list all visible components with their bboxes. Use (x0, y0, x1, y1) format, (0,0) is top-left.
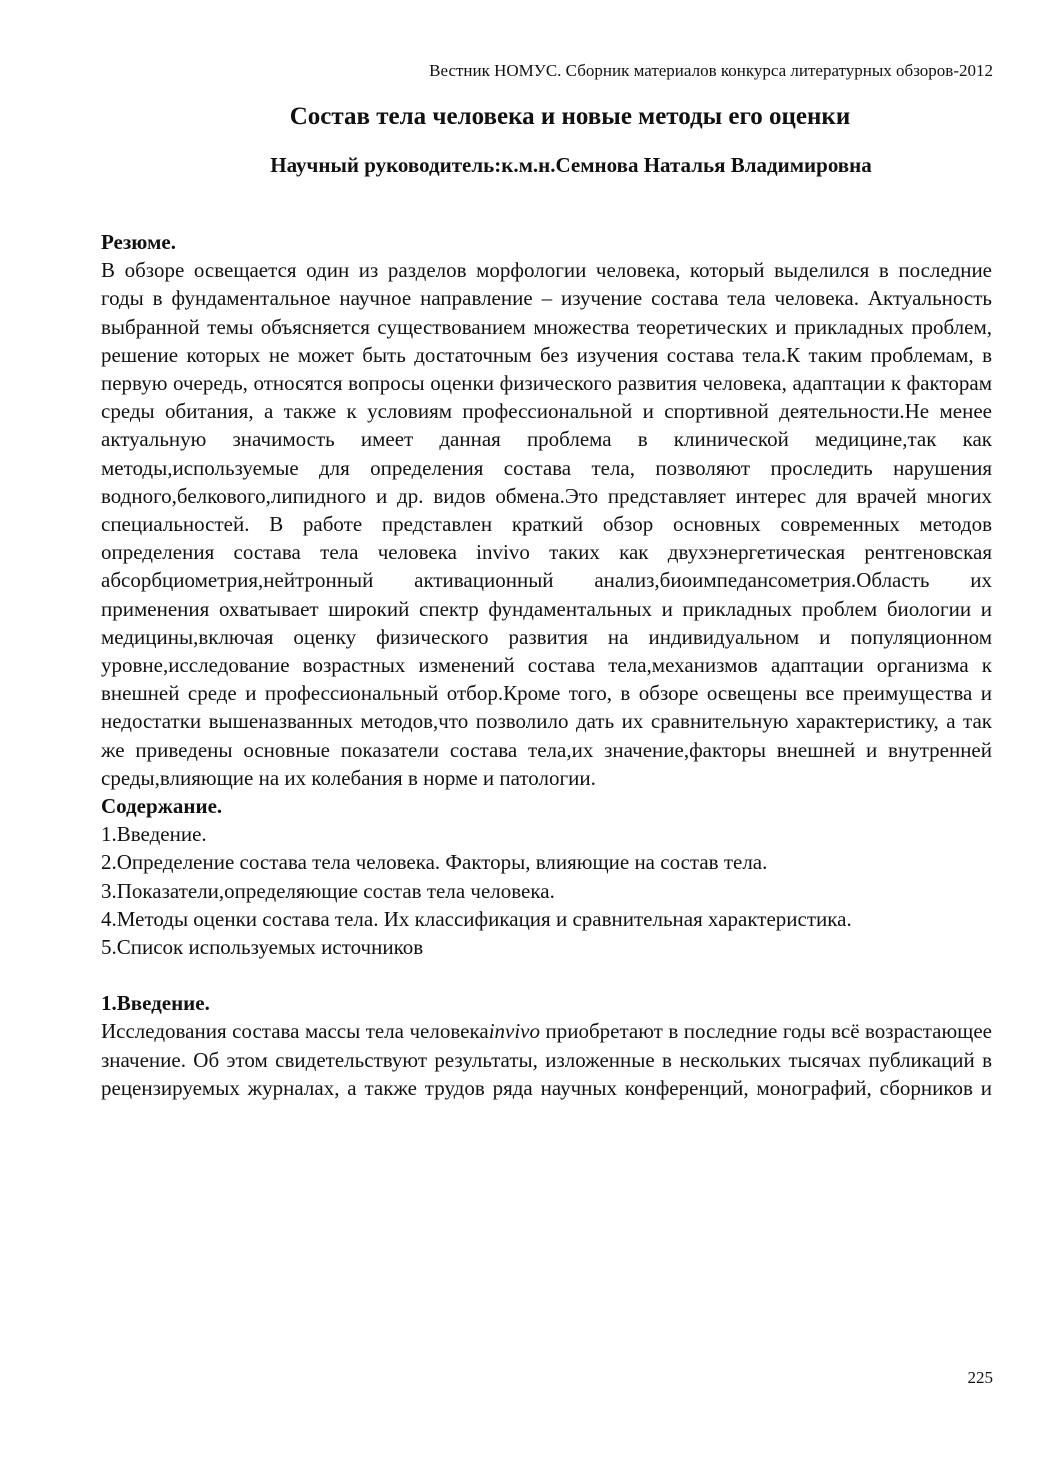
abstract-paragraph: В обзоре освещается один из разделов морфологии человека, который выделился в последние годы в фундаментальное научное направление – изучение состава тела человека. Актуальность выбранной темы объясняется существованием множества теоретических и прикладных проблем, решение которых не может быть достаточным без изучения состава тела.К таким проблемам, в первую очередь, относятся вопросы оценки физического развития человека, адаптации к факторам среды обитания, а также к условиям профессиональной и спортивной деятельности.Не менее актуальную значимость имеет данная проблема в клинической медицине,так как методы,используемые для определения состава тела, позволяют проследить нарушения водного,белкового,липидного и др. видов обмена.Это представляет интерес для врачей многих специальностей. В работе представлен краткий обзор основных современных методов определения состава тела человека invivo таких как двухэнергетическая рентгеновская абсорбциометрия,нейтронный активационный анализ,биоимпедансометрия.Область их применения охватывает широкий спектр фундаментальных и прикладных проблем биологии и медицины,включая оценку физического развития на индивидуальном и популяционном уровне,исследование возрастных изменений состава тела,механизмов адаптации организма к внешней среде и профессиональный отбор.Кроме того, в обзоре освещены все преимущества и недостатки вышеназванных методов,что позволило дать их сравнительную характеристику, а так же приведены основные показатели состава тела,их значение,факторы внешней и внутренней среды,влияющие на их колебания в норме и патологии. (101, 258, 992, 790)
contents-heading: Содержание. (101, 794, 223, 819)
introduction-text-rest: приобретают в последние годы всё возрастающее значение. Об этом свидетельствуют результаты, изложенные в нескольких тысячах публикаций в рецензируемых журналах, а также трудов ряда научных конференций, монографий, сборников и (101, 1019, 992, 1100)
introduction-text-start: Исследования состава массы тела человека (101, 1019, 489, 1044)
introduction-paragraph (101, 1017, 992, 1102)
introduction-heading: 1.Введение. (101, 991, 210, 1016)
contents-item: 3.Показатели,определяющие состав тела человека. (101, 878, 555, 903)
contents-item: 5.Список используемых источников (101, 935, 424, 960)
contents-item: 1.Введение. (101, 822, 207, 847)
contents-item: 2.Определение состава тела человека. Факторы, влияющие на состав тела. (101, 850, 768, 875)
running-header: Вестник НОМУС. Сборник материалов конкурса литературных обзоров-2012 (429, 61, 993, 80)
contents-item: 4.Методы оценки состава тела. Их классификация и сравнительная характеристика. (101, 906, 852, 931)
article-title: Состав тела человека и новые методы его оценки (289, 103, 851, 130)
section-spacer (101, 961, 992, 989)
introduction-italic-term: invivo (488, 1019, 540, 1044)
abstract-heading: Резюме. (101, 230, 176, 254)
supervisor-line: Научный руководитель:к.м.н.Семнова Наталья Владимировна (270, 153, 872, 177)
article-body (101, 228, 992, 1102)
page-number: 225 (967, 1368, 993, 1387)
